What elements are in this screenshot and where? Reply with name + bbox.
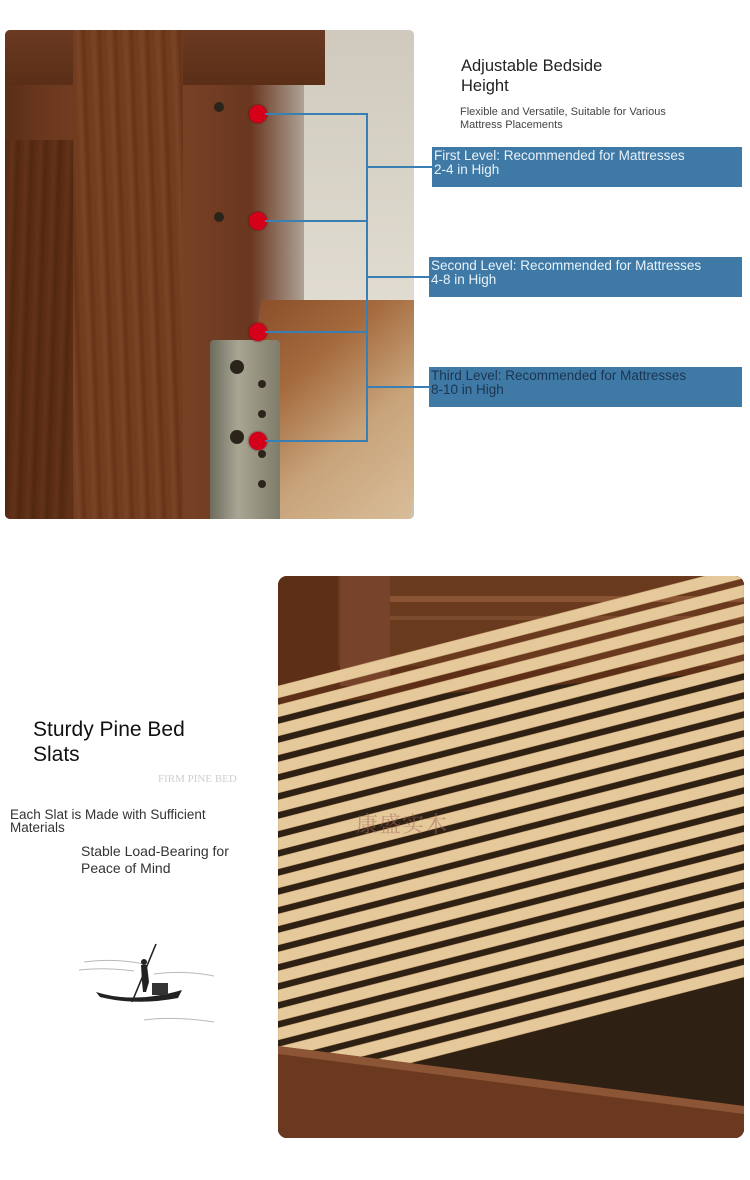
bed-slats-photo <box>278 576 744 1138</box>
title-line: Sturdy Pine Bed <box>33 718 185 741</box>
connector-line <box>366 386 430 388</box>
connector-line <box>366 276 430 278</box>
subtitle-line: Flexible and Versatile, Suitable for Various <box>460 106 666 118</box>
level-callout-second <box>429 257 742 297</box>
headboard-post <box>73 30 183 519</box>
title-line: Slats <box>33 743 80 766</box>
connector-line <box>265 220 367 222</box>
connector-line <box>265 331 367 333</box>
post-hole <box>214 102 224 112</box>
note-line: Each Slat is Made with Sufficient <box>10 807 206 822</box>
callout-line: 4-8 in High <box>431 272 497 287</box>
subtitle-line: Mattress Placements <box>460 119 563 131</box>
callout-line: Second Level: Recommended for Mattresses <box>431 258 702 273</box>
bracket-hole <box>258 380 266 388</box>
connector-line <box>265 113 367 115</box>
connector-line <box>366 166 432 168</box>
bracket-screw <box>230 430 244 444</box>
boat-cargo <box>152 983 168 995</box>
note-line: Peace of Mind <box>81 860 171 876</box>
slat-material-note <box>10 808 206 834</box>
adjustable-height-title <box>461 56 602 96</box>
boatman-illustration <box>74 940 219 1030</box>
connector-line <box>265 440 367 442</box>
note-line: Materials <box>10 820 65 835</box>
title-line: Adjustable Bedside <box>461 57 603 75</box>
title-line: Height <box>461 77 509 95</box>
bed-slats-drawing <box>278 576 744 1138</box>
pine-tagline: FIRM PINE BED <box>158 773 237 785</box>
post-hole <box>214 212 224 222</box>
load-bearing-note <box>81 843 229 877</box>
callout-line: Third Level: Recommended for Mattresses <box>431 368 687 383</box>
level-callout-first <box>432 147 742 187</box>
boatman-head <box>141 959 147 965</box>
callout-text <box>434 149 685 177</box>
callout-line: 2-4 in High <box>434 162 500 177</box>
brand-watermark: 康盛实木 <box>356 812 449 837</box>
bracket-hole <box>258 410 266 418</box>
boat-hull <box>96 990 182 1002</box>
callout-text <box>431 259 701 287</box>
pine-slats-title <box>33 717 185 767</box>
adjustable-height-subtitle <box>460 106 730 132</box>
callout-line: First Level: Recommended for Mattresses <box>434 148 685 163</box>
callout-text <box>431 369 686 397</box>
metal-bracket <box>210 340 280 519</box>
note-line: Stable Load-Bearing for <box>81 843 229 859</box>
bracket-screw <box>230 360 244 374</box>
headboard-photo <box>5 30 414 519</box>
callout-line: 8-10 in High <box>431 382 504 397</box>
bracket-hole <box>258 480 266 488</box>
headboard-panel <box>5 140 75 519</box>
level-callout-third <box>429 367 742 407</box>
bracket-hole <box>258 450 266 458</box>
